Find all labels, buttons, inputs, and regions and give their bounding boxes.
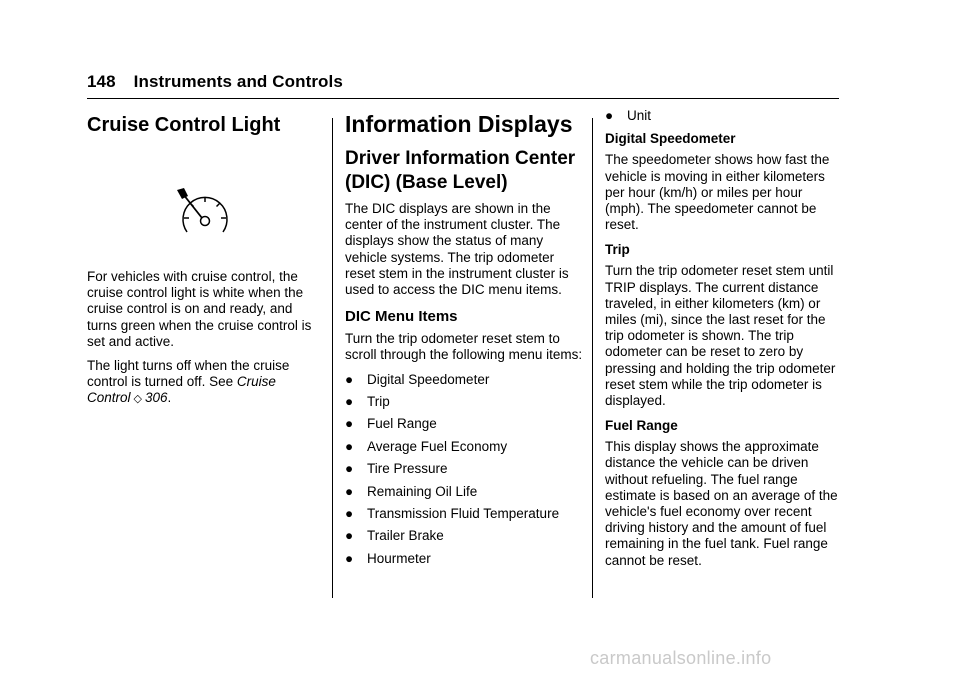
subsection-title-dic: Driver Information Center (DIC) (Base Level) <box>345 148 576 193</box>
fuel-range-text: This display shows the approximate distance the vehicle can be driven without refueling. The fuel range estimate is based on an average of the vehicle's fuel economy over recent driving history and the amount of fuel remaining in the fuel tank. Fuel range cannot be reset. <box>605 439 838 568</box>
watermark: carmanualsonline.info <box>590 648 772 668</box>
chapter-title: Instruments and Controls <box>133 72 343 91</box>
column-cruise-control <box>87 108 322 416</box>
fuel-range-heading: Fuel Range <box>605 418 678 434</box>
dic-menu-list <box>345 372 583 567</box>
list-item: ● Transmission Fluid Temperature <box>345 505 560 521</box>
trip-text: Turn the trip odometer reset stem until TRIP displays. The current distance traveled, in either kilometers (km) or miles (mi), since the last reset for the trip odometer is shown. The trip odometer can be reset to zero by pressing and holding the trip odometer reset stem while the trip odometer is displayed. <box>605 263 836 409</box>
cruise-light-off-note: The light turns off when the cruise control is turned off. See Cruise Control ◇ 306. <box>87 358 290 406</box>
column-divider-2 <box>592 118 593 598</box>
header-divider <box>87 98 839 99</box>
list-item: ● Hourmeter <box>345 550 431 566</box>
xref-page: 306 <box>145 390 168 406</box>
dic-menu-items-heading: DIC Menu Items <box>345 308 458 326</box>
dic-menu-list-continued <box>605 108 840 124</box>
section-title-information-displays: Information Displays <box>345 111 573 137</box>
xref-cruise-control-link[interactable]: Cruise Control <box>87 374 276 406</box>
page-reference-icon: ◇ <box>133 393 142 406</box>
list-item: ● Average Fuel Economy <box>345 438 508 454</box>
cruise-control-light-figure <box>87 188 322 248</box>
dic-description: The DIC displays are shown in the center of the instrument cluster. The displays show the status of many vehicle systems. The trip odometer reset stem in the instrument cluster is used to access the DIC menu items. <box>345 201 569 298</box>
digital-speedometer-heading: Digital Speedometer <box>605 131 736 147</box>
page-number: 148 <box>87 72 116 91</box>
list-item: ● Tire Pressure <box>345 461 448 477</box>
column-dic-details <box>605 108 840 577</box>
list-item: ● Trip <box>345 394 390 410</box>
column-divider-1 <box>332 118 333 598</box>
trip-heading: Trip <box>605 242 630 258</box>
section-title-cruise-control-light: Cruise Control Light <box>87 114 281 136</box>
digital-speedometer-text: The speedometer shows how fast the vehicle is moving in either kilometers per hour (km/h) or miles per hour (mph). The speedometer cannot be reset. <box>605 152 830 233</box>
cruise-control-speedometer-icon <box>175 188 235 244</box>
list-item: ● Trailer Brake <box>345 528 444 544</box>
dic-menu-intro: Turn the trip odometer reset stem to scroll through the following menu items: <box>345 331 583 363</box>
list-item: ● Unit <box>605 108 652 123</box>
list-item: ● Fuel Range <box>345 416 437 432</box>
column-information-displays <box>345 108 583 573</box>
cruise-light-description: For vehicles with cruise control, the cruise control light is white when the cruise control is on and ready, and turns green when the cruise control is set and active. <box>87 269 312 349</box>
list-item: ● Remaining Oil Life <box>345 483 478 499</box>
page-header <box>87 72 343 92</box>
list-item: ● Digital Speedometer <box>345 371 490 387</box>
